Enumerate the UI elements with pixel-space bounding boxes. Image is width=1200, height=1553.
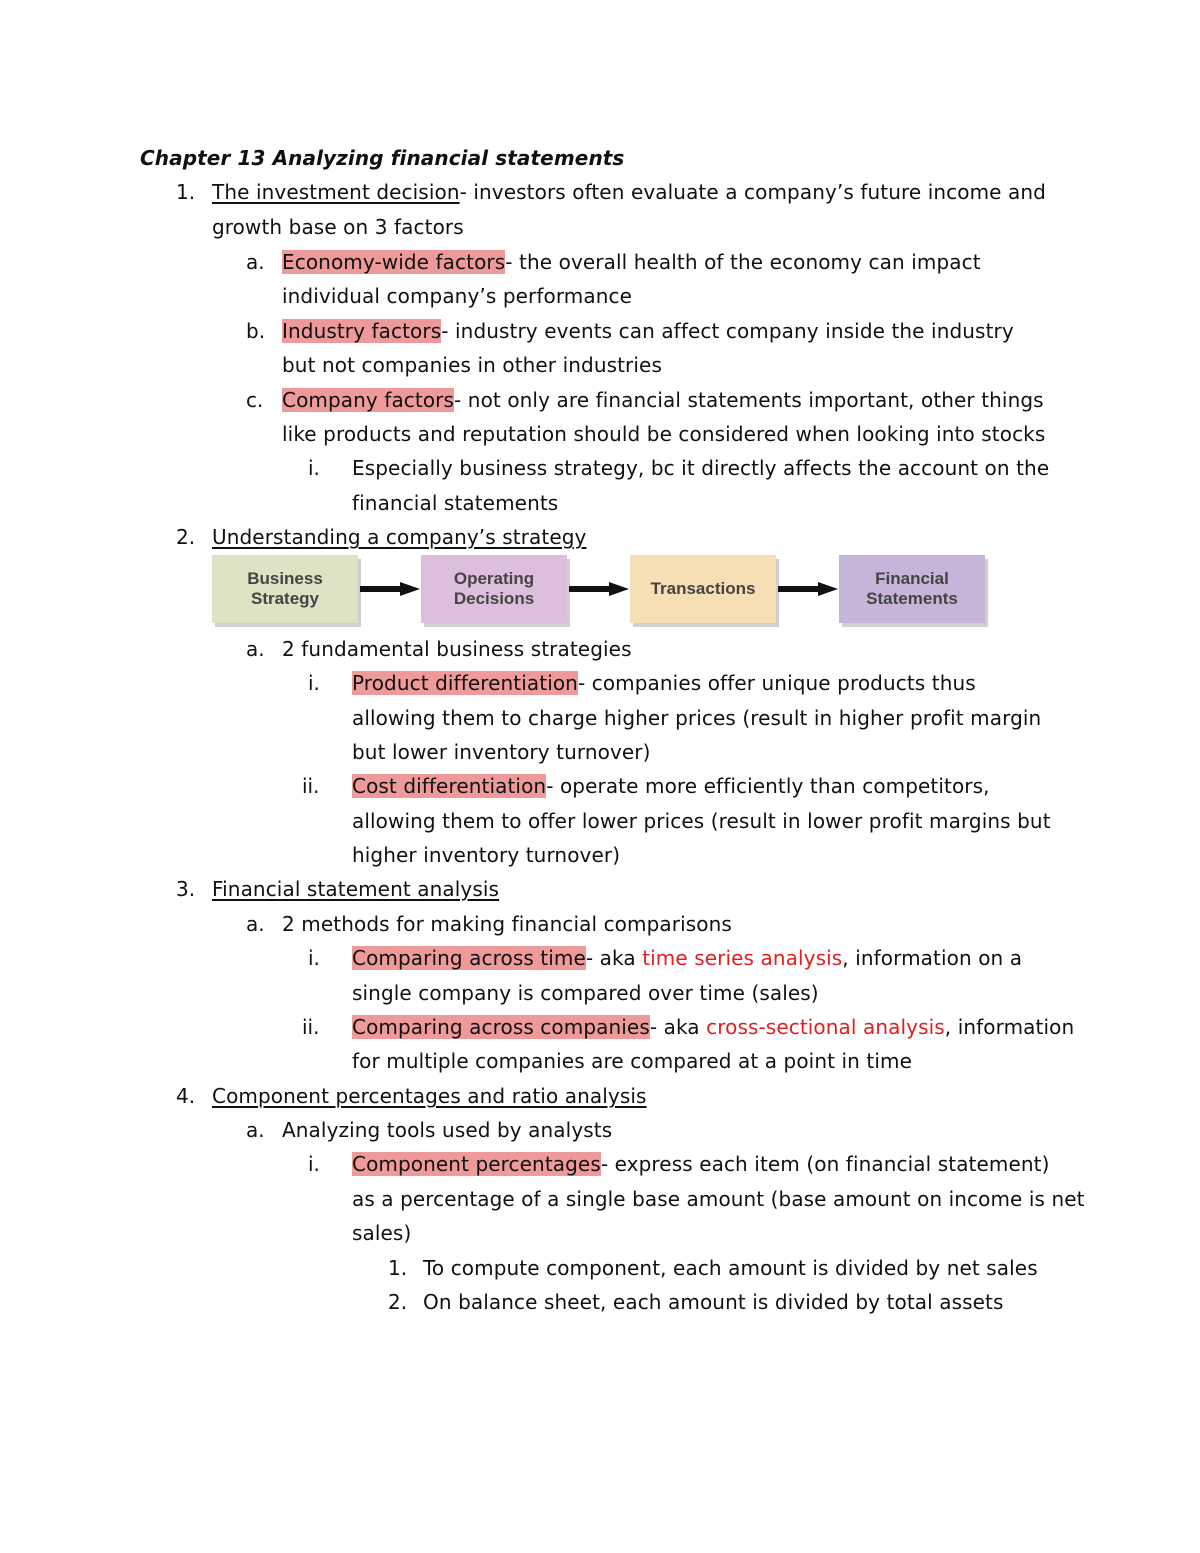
list-number: 2.: [176, 525, 196, 549]
flow-label: Decisions: [453, 589, 535, 608]
list-item: [352, 946, 1022, 970]
highlighted-term: Economy-wide factors: [282, 250, 506, 274]
highlighted-term: Component percentages: [352, 1152, 601, 1176]
arrow-right-icon: [778, 582, 838, 596]
body-text: individual company’s performance: [282, 284, 633, 308]
arrow-right-icon: [360, 582, 420, 596]
list-number: 2.: [388, 1290, 408, 1314]
body-text: as a percentage of a single base amount (base amount on income is net: [352, 1187, 1085, 1211]
list-number: 4.: [176, 1084, 196, 1108]
body-text: - not only are financial statements important, other things: [454, 388, 1044, 412]
list-item: [212, 1084, 647, 1108]
body-text: - industry events can affect company inside the industry: [441, 319, 1014, 343]
list-item: [352, 774, 990, 798]
list-number: 1.: [388, 1256, 408, 1280]
highlighted-term: Product differentiation: [352, 671, 578, 695]
body-text: Especially business strategy, bc it directly affects the account on the: [352, 456, 1050, 480]
flow-label: Transactions: [650, 579, 756, 598]
list-number: 1.: [176, 180, 196, 204]
list-letter: a.: [246, 1118, 265, 1142]
section-heading: The investment decision: [212, 180, 460, 204]
body-text: 2 fundamental business strategies: [282, 637, 632, 661]
body-text: allowing them to offer lower prices (result in lower profit margins but: [352, 809, 1051, 833]
list-roman: i.: [308, 671, 320, 695]
list-letter: b.: [246, 319, 266, 343]
red-term: cross-sectional analysis: [706, 1015, 945, 1039]
flow-label: Business: [247, 569, 323, 588]
highlighted-term: Comparing across companies: [352, 1015, 650, 1039]
body-text: but not companies in other industries: [282, 353, 662, 377]
section-heading: Component percentages and ratio analysis: [212, 1084, 647, 1108]
red-term: time series analysis: [642, 946, 843, 970]
body-text: - operate more efficiently than competitors,: [546, 774, 990, 798]
body-text: - investors often evaluate a company’s future income and: [459, 180, 1046, 204]
list-item: [212, 525, 586, 549]
list-item: [352, 1152, 1050, 1176]
body-text: 2 methods for making financial comparisons: [282, 912, 732, 936]
body-text: On balance sheet, each amount is divided by total assets: [423, 1290, 1004, 1314]
highlighted-term: Industry factors: [282, 319, 442, 343]
flow-box-operating-decisions: [421, 555, 567, 623]
page-title: Chapter 13 Analyzing financial statements: [140, 146, 625, 170]
body-text: single company is compared over time (sales): [352, 981, 819, 1005]
list-item: [212, 180, 1046, 204]
section-heading: Financial statement analysis: [212, 877, 500, 901]
flow-box-transactions: [630, 555, 776, 623]
strategy-flow-diagram: [212, 555, 992, 629]
body-text: - companies offer unique products thus: [577, 671, 976, 695]
body-text: higher inventory turnover): [352, 843, 621, 867]
body-text: , information on a: [842, 946, 1023, 970]
flow-label: Financial: [875, 569, 949, 588]
section-heading: Understanding a company’s strategy: [212, 525, 587, 549]
highlighted-term: Cost differentiation: [352, 774, 547, 798]
body-text: - the overall health of the economy can impact: [505, 250, 981, 274]
body-text: growth base on 3 factors: [212, 215, 464, 239]
body-text: like products and reputation should be considered when looking into stocks: [282, 422, 1046, 446]
list-roman: i.: [308, 456, 320, 480]
body-text: allowing them to charge higher prices (result in higher profit margin: [352, 706, 1042, 730]
flow-label: Statements: [866, 589, 958, 608]
body-text: sales): [352, 1221, 412, 1245]
arrow-right-icon: [569, 582, 629, 596]
list-item: [282, 319, 1014, 343]
flow-label: Strategy: [250, 589, 320, 608]
body-text: - aka: [649, 1015, 707, 1039]
flow-label: Operating: [453, 569, 535, 588]
list-letter: a.: [246, 250, 265, 274]
list-letter: a.: [246, 637, 265, 661]
list-item: [352, 1015, 1074, 1039]
body-text: - aka: [585, 946, 643, 970]
list-number: 3.: [176, 877, 196, 901]
list-roman: i.: [308, 1152, 320, 1176]
list-letter: c.: [246, 388, 264, 412]
body-text: Analyzing tools used by analysts: [282, 1118, 613, 1142]
list-item: [352, 671, 976, 695]
body-text: for multiple companies are compared at a point in time: [352, 1049, 912, 1073]
list-letter: a.: [246, 912, 265, 936]
body-text: financial statements: [352, 491, 559, 515]
body-text: To compute component, each amount is divided by net sales: [423, 1256, 1038, 1280]
list-roman: i.: [308, 946, 320, 970]
body-text: but lower inventory turnover): [352, 740, 651, 764]
list-item: [212, 877, 499, 901]
list-roman: ii.: [302, 1015, 320, 1039]
list-roman: ii.: [302, 774, 320, 798]
flow-box-financial-statements: [839, 555, 985, 623]
body-text: , information: [944, 1015, 1075, 1039]
highlighted-term: Company factors: [282, 388, 455, 412]
flow-box-business-strategy: [212, 555, 358, 623]
list-item: [282, 250, 981, 274]
body-text: - express each item (on financial statement): [600, 1152, 1050, 1176]
list-item: [282, 388, 1044, 412]
highlighted-term: Comparing across time: [352, 946, 586, 970]
